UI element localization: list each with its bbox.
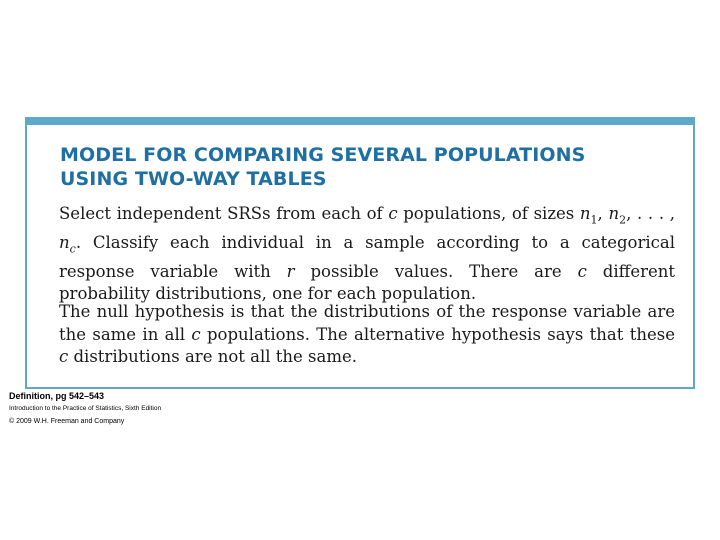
para1-text-b: populations, of sizes [397, 204, 580, 223]
var-c: c [577, 261, 587, 281]
model-paragraph [59, 203, 675, 306]
var-nc-subscript: c [69, 242, 76, 256]
book-caption: Introduction to the Practice of Statistics, Sixth Edition [9, 405, 162, 412]
var-c: c [59, 347, 69, 366]
box-title [60, 143, 660, 191]
var-n1-subscript: 1 [590, 213, 598, 227]
para1-ellipsis: , . . . , [626, 204, 675, 223]
para2-text-d: distributions are not all the same. [68, 347, 357, 366]
var-c: c [191, 324, 201, 344]
hypothesis-paragraph [59, 301, 675, 369]
var-nc: n [59, 232, 70, 252]
para1-text-d: . Classify each individual in a sample according to a categorical response variable with [59, 232, 675, 281]
definition-box [25, 117, 695, 389]
para1-separator: , [597, 204, 609, 223]
para2-text-a: The null hypothesis is that the distributions of the response variable are the same in all [59, 302, 675, 344]
para2-text-b: populations. The alternative hypothesis says that these [200, 324, 675, 344]
para1-text-f: different probability distributions, one for each population. [59, 261, 675, 304]
var-n2: n [608, 204, 620, 223]
var-n1: n [579, 204, 591, 223]
var-n2-subscript: 2 [619, 213, 627, 227]
box-title-line1: MODEL FOR COMPARING SEVERAL POPULATIONS [60, 144, 586, 166]
para1-text-a: Select independent SRSs from each of [59, 204, 389, 223]
var-c: c [388, 204, 398, 223]
box-title-line2: USING TWO-WAY TABLES [60, 168, 327, 190]
copyright-caption: © 2009 W.H. Freeman and Company [9, 418, 125, 425]
definition-caption: Definition, pg 542–543 [9, 391, 105, 401]
var-r: r [286, 261, 295, 281]
para1-text-e: possible values. There are [294, 261, 578, 281]
